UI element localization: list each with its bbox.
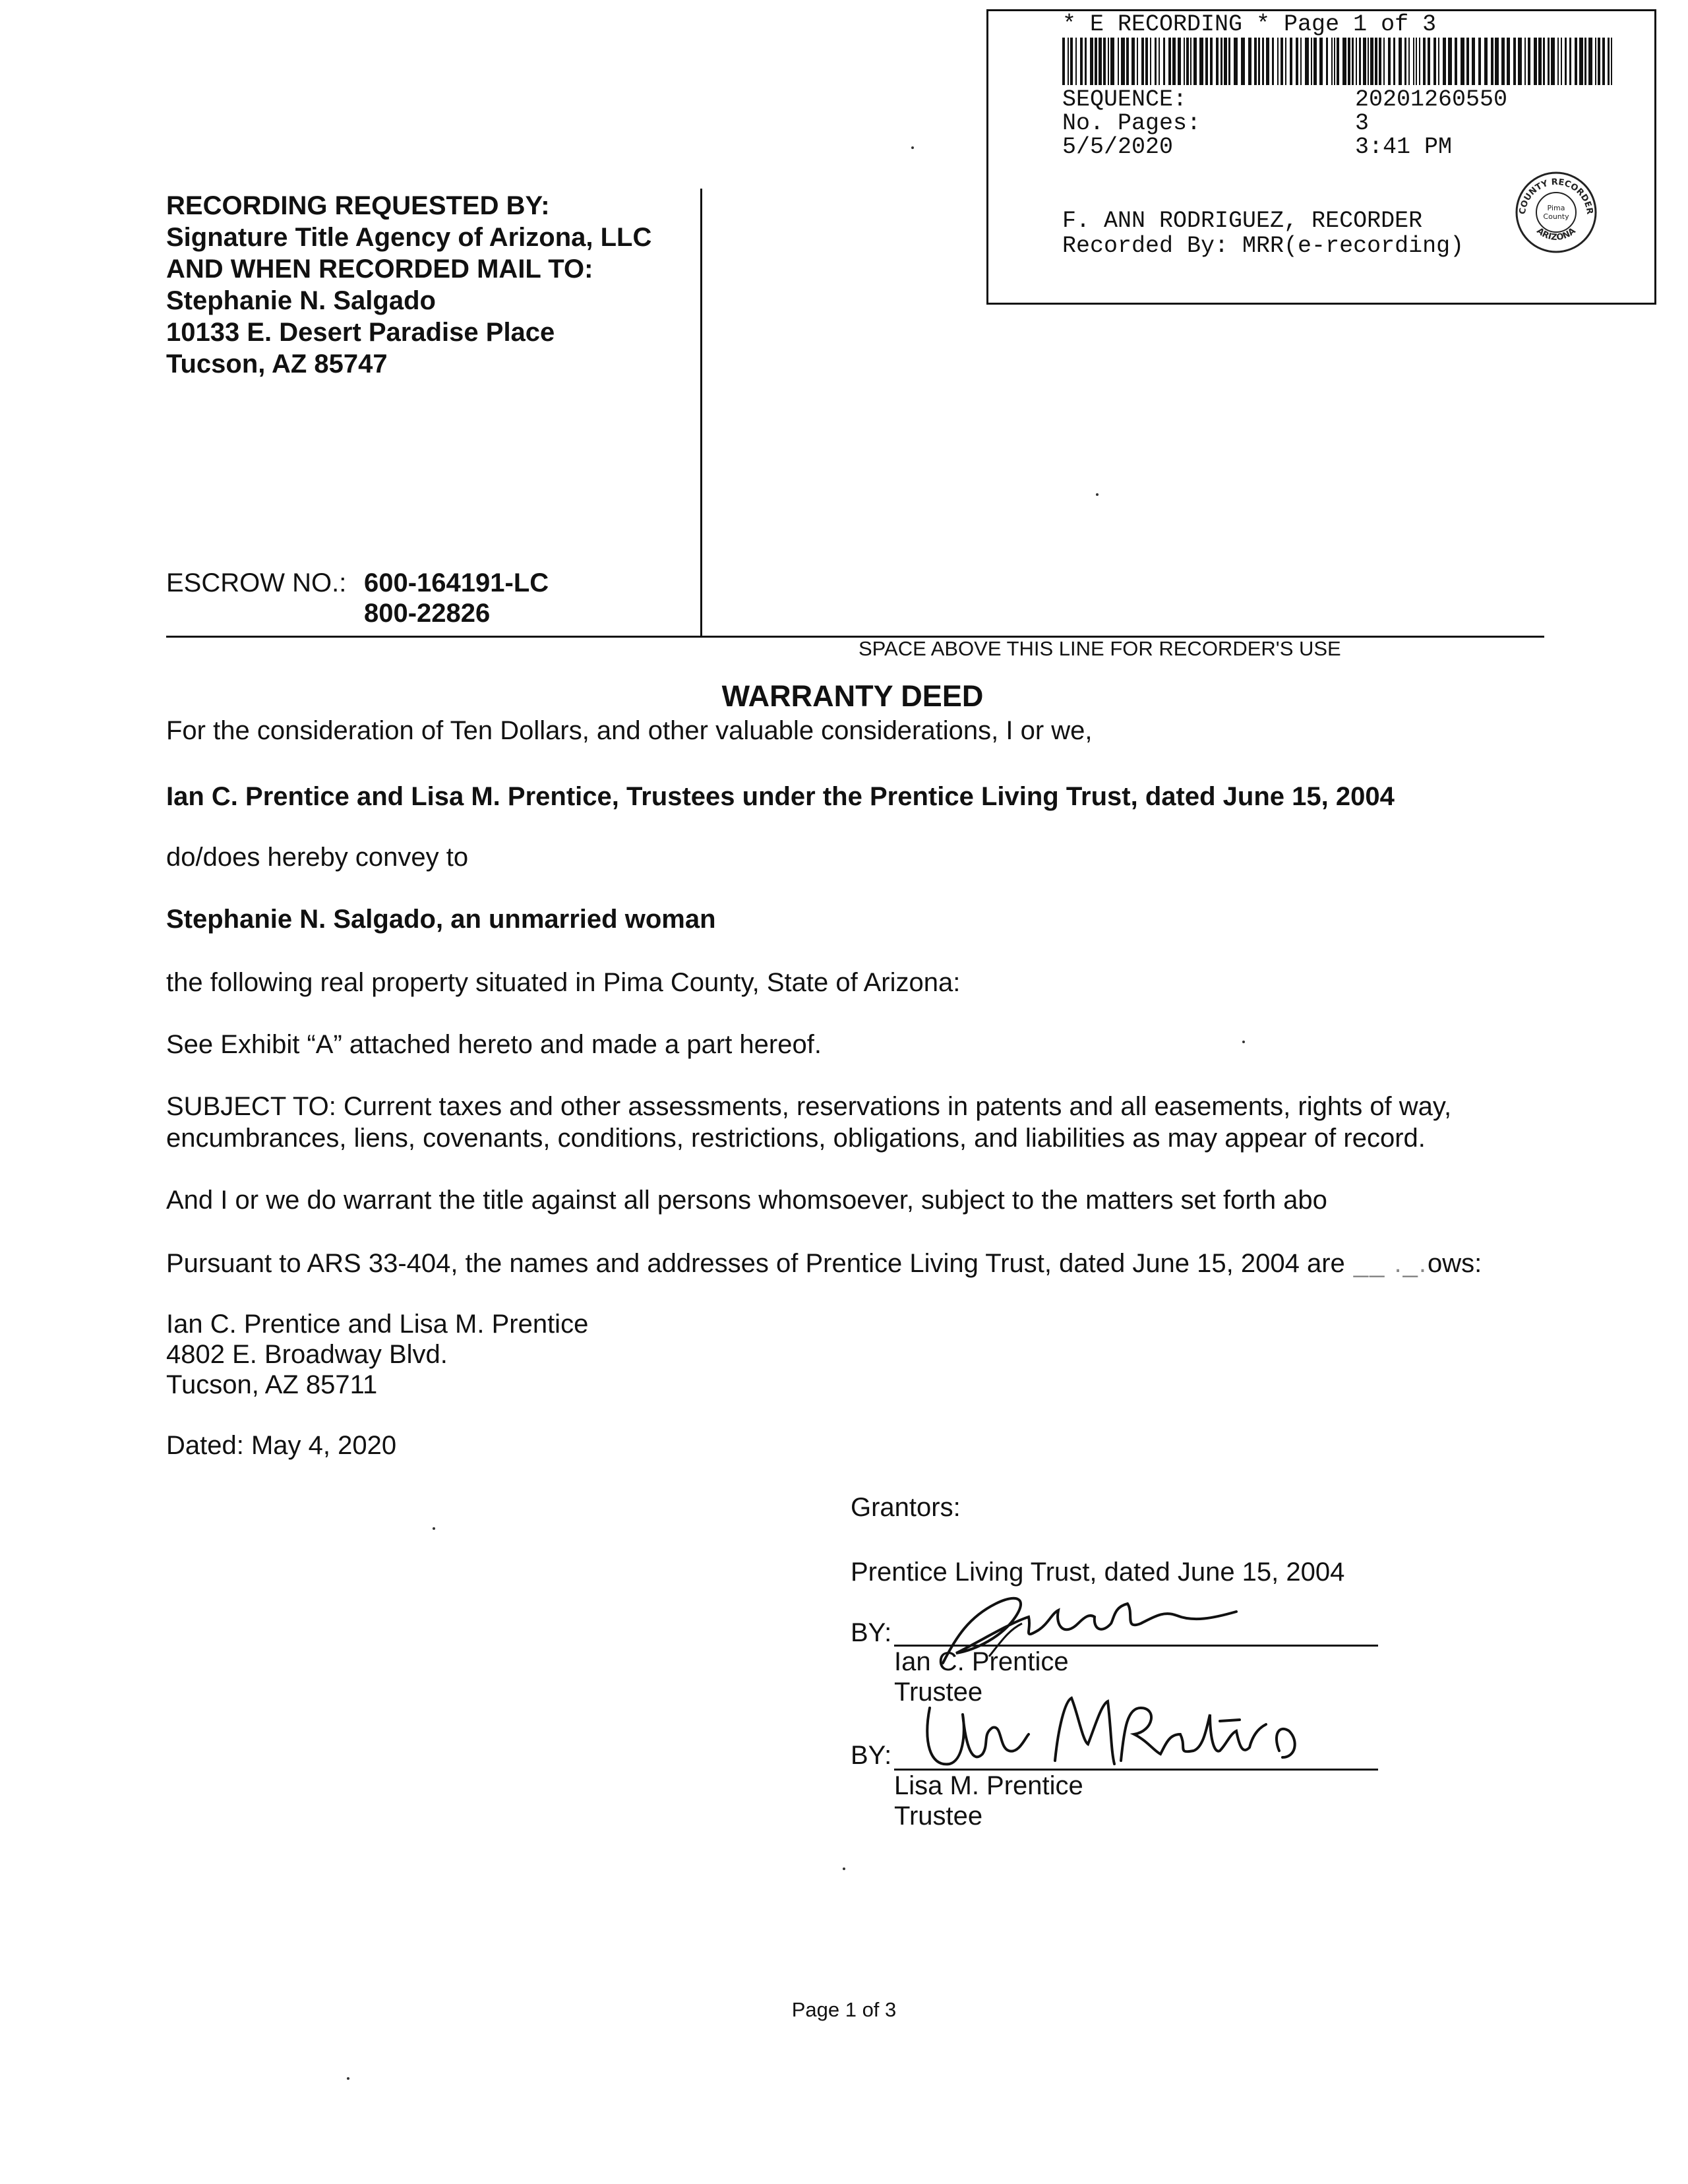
- escrow-number-secondary: 800-22826: [364, 599, 491, 628]
- barcode-bar: [1068, 38, 1069, 85]
- barcode-bar: [1300, 38, 1302, 85]
- scan-speck: [433, 1527, 435, 1530]
- barcode-bar: [1193, 38, 1197, 85]
- barcode-bar: [1121, 38, 1125, 85]
- subject-to-line-2: encumbrances, liens, covenants, conditions, restrictions, obligations, and liabilities as may appear of record.: [166, 1124, 1426, 1153]
- barcode-bar: [1305, 38, 1309, 85]
- barcode-bar: [1184, 38, 1185, 85]
- barcode-bar: [1281, 38, 1283, 85]
- barcode-bar: [1569, 38, 1571, 85]
- barcode-bar: [1428, 38, 1430, 85]
- svg-text:ARIZONA: ARIZONA: [1534, 226, 1578, 243]
- barcode-bar: [1595, 38, 1596, 85]
- barcode-bar: [1548, 38, 1550, 85]
- grantor-address-name: Ian C. Prentice and Lisa M. Prentice: [166, 1310, 589, 1339]
- barcode-bar: [1331, 38, 1333, 85]
- barcode-bar: [1205, 38, 1208, 85]
- barcode-bar: [1557, 38, 1559, 85]
- barcode-bar: [1277, 38, 1279, 85]
- title-agency-name: Signature Title Agency of Arizona, LLC: [166, 223, 652, 252]
- signer-2-title: Trustee: [894, 1802, 983, 1831]
- barcode-bar: [1326, 38, 1328, 85]
- subject-to-line-1: SUBJECT TO: Current taxes and other assessments, reservations in patents and all easements, rights of way,: [166, 1092, 1452, 1121]
- mail-to-street: 10133 E. Desert Paradise Place: [166, 318, 555, 347]
- signer-1-title: Trustee: [894, 1678, 983, 1707]
- barcode-bar: [1561, 38, 1562, 85]
- recorder-stamp: [986, 9, 1656, 305]
- barcode-bar: [1611, 38, 1612, 85]
- barcode-bar: [1285, 38, 1286, 85]
- barcode-bar: [1393, 38, 1395, 85]
- barcode-bar: [1507, 38, 1510, 85]
- barcode-bar: [1118, 38, 1119, 85]
- sequence-label: SEQUENCE:: [1062, 86, 1188, 113]
- record-date: 5/5/2020: [1062, 134, 1174, 160]
- barcode-bar: [1342, 38, 1346, 85]
- barcode-bar: [1258, 38, 1260, 85]
- barcode-image: [1062, 38, 1616, 85]
- barcode-bar: [1126, 38, 1129, 85]
- signer-1-name: Ian C. Prentice: [894, 1647, 1069, 1676]
- barcode-bar: [1150, 38, 1151, 85]
- barcode-bar: [1375, 38, 1377, 85]
- recording-requested-heading: RECORDING REQUESTED BY:: [166, 191, 550, 220]
- barcode-bar: [1224, 38, 1227, 85]
- barcode-bar: [1408, 38, 1410, 85]
- grantor-address-street: 4802 E. Broadway Blvd.: [166, 1340, 448, 1369]
- county-recorder-seal-icon: [1513, 169, 1599, 255]
- barcode-bar: [1538, 38, 1542, 85]
- barcode-bar: [1388, 38, 1391, 85]
- barcode-bar: [1311, 38, 1312, 85]
- barcode-bar: [1348, 38, 1350, 85]
- mail-to-heading: AND WHEN RECORDED MAIL TO:: [166, 255, 593, 284]
- barcode-bar: [1334, 38, 1335, 85]
- barcode-bar: [1543, 38, 1545, 85]
- scan-speck: [1096, 493, 1099, 496]
- barcode-bar: [1404, 38, 1406, 85]
- grantor-names: Ian C. Prentice and Lisa M. Prentice, Trustees under the Prentice Living Trust, dated June 15, 2004: [166, 782, 1395, 811]
- barcode-bar: [1099, 38, 1102, 85]
- barcode-bar: [1491, 38, 1493, 85]
- trust-name: Prentice Living Trust, dated June 15, 2004: [851, 1558, 1345, 1587]
- barcode-bar: [1163, 38, 1165, 85]
- barcode-bar: [1352, 38, 1354, 85]
- barcode-bar: [1095, 38, 1097, 85]
- scan-speck: [1242, 1041, 1245, 1043]
- barcode-bar: [1186, 38, 1189, 85]
- barcode-bar: [1363, 38, 1366, 85]
- record-time: 3:41 PM: [1355, 134, 1453, 160]
- barcode-bar: [1598, 38, 1600, 85]
- barcode-bar: [1413, 38, 1414, 85]
- svg-text:COUNTY RECORDER: COUNTY RECORDER: [1517, 177, 1595, 215]
- barcode-bar: [1172, 38, 1176, 85]
- barcode-bar: [1551, 38, 1555, 85]
- barcode-bar: [1448, 38, 1452, 85]
- barcode-bar: [1370, 38, 1373, 85]
- by-label-1: BY:: [851, 1618, 892, 1647]
- barcode-bar: [1383, 38, 1385, 85]
- barcode-bar: [1579, 38, 1583, 85]
- barcode-bar: [1254, 38, 1257, 85]
- scan-speck: [843, 1867, 845, 1870]
- recorded-by: Recorded By: MRR(e-recording): [1062, 233, 1464, 259]
- barcode-bar: [1423, 38, 1426, 85]
- document-title: WARRANTY DEED: [721, 679, 984, 713]
- barcode-bar: [1419, 38, 1420, 85]
- barcode-bar: [1145, 38, 1148, 85]
- barcode-bar: [1262, 38, 1264, 85]
- barcode-bar: [1472, 38, 1475, 85]
- barcode-bar: [1110, 38, 1114, 85]
- barcode-bar: [1356, 38, 1357, 85]
- barcode-bar: [1080, 38, 1083, 85]
- vertical-divider: [700, 189, 702, 637]
- barcode-bar: [1379, 38, 1381, 85]
- barcode-bar: [1216, 38, 1219, 85]
- barcode-bar: [1085, 38, 1087, 85]
- barcode-bar: [1478, 38, 1481, 85]
- grantor-address-city: Tucson, AZ 85711: [166, 1370, 378, 1399]
- barcode-bar: [1608, 38, 1610, 85]
- warrant-paragraph: And I or we do warrant the title against all persons whomsoever, subject to the matters set forth abo: [166, 1186, 1327, 1215]
- barcode-bar: [1416, 38, 1417, 85]
- barcode-bar: [1248, 38, 1251, 85]
- barcode-bar: [1484, 38, 1488, 85]
- barcode-bar: [1103, 38, 1106, 85]
- recording-requested-block: [166, 190, 651, 380]
- scan-speck: [911, 146, 914, 149]
- barcode-bar: [1221, 38, 1222, 85]
- mail-to-name: Stephanie N. Salgado: [166, 286, 436, 315]
- barcode-bar: [1399, 38, 1402, 85]
- barcode-bar: [1199, 38, 1203, 85]
- barcode-bar: [1296, 38, 1298, 85]
- recorder-name: F. ANN RODRIGUEZ, RECORDER: [1062, 208, 1423, 234]
- barcode-bar: [1210, 38, 1213, 85]
- barcode-bar: [1272, 38, 1274, 85]
- barcode-bar: [1319, 38, 1323, 85]
- barcode-bar: [1524, 38, 1526, 85]
- scan-speck: [347, 2077, 349, 2080]
- dated-line: Dated: May 4, 2020: [166, 1431, 397, 1460]
- barcode-bar: [1141, 38, 1144, 85]
- property-paragraph: the following real property situated in Pima County, State of Arizona:: [166, 968, 961, 997]
- barcode-bar: [1234, 38, 1238, 85]
- exhibit-paragraph: See Exhibit “A” attached hereto and made a part hereof.: [166, 1030, 822, 1059]
- barcode-bar: [1178, 38, 1181, 85]
- barcode-bar: [1241, 38, 1245, 85]
- barcode-bar: [1466, 38, 1469, 85]
- pursuant-tail: ows:: [1428, 1249, 1482, 1278]
- pages-label: No. Pages:: [1062, 110, 1201, 136]
- escrow-number: 600-164191-LC: [364, 568, 549, 597]
- barcode-bar: [1368, 38, 1369, 85]
- barcode-bar: [1455, 38, 1457, 85]
- barcode-bar: [1075, 38, 1077, 85]
- barcode-bar: [1461, 38, 1464, 85]
- stamp-header: * E RECORDING * Page 1 of 3: [1062, 11, 1437, 38]
- svg-text:Pima: Pima: [1547, 204, 1565, 212]
- mail-to-city: Tucson, AZ 85747: [166, 349, 388, 379]
- barcode-bar: [1313, 38, 1317, 85]
- barcode-bar: [1501, 38, 1505, 85]
- signer-2-name: Lisa M. Prentice: [894, 1771, 1083, 1800]
- barcode-bar: [1513, 38, 1516, 85]
- barcode-bar: [1575, 38, 1577, 85]
- pages-value: 3: [1355, 110, 1370, 136]
- barcode-bar: [1108, 38, 1109, 85]
- barcode-bar: [1228, 38, 1230, 85]
- barcode-bar: [1602, 38, 1605, 85]
- barcode-bar: [1584, 38, 1586, 85]
- barcode-bar: [1155, 38, 1157, 85]
- barcode-bar: [1090, 38, 1093, 85]
- barcode-bar: [1438, 38, 1439, 85]
- barcode-bar: [1159, 38, 1160, 85]
- barcode-bar: [1528, 38, 1530, 85]
- barcode-bar: [1137, 38, 1138, 85]
- convey-paragraph: do/does hereby convey to: [166, 843, 469, 872]
- pursuant-paragraph: Pursuant to ARS 33-404, the names and addresses of Prentice Living Trust, dated June 15, 2004 are __ ._.ows:: [166, 1249, 1482, 1278]
- svg-text:County: County: [1543, 212, 1569, 221]
- barcode-bar: [1062, 38, 1065, 85]
- barcode-bar: [1168, 38, 1171, 85]
- barcode-bar: [1433, 38, 1436, 85]
- consideration-paragraph: For the consideration of Ten Dollars, and other valuable considerations, I or we,: [166, 716, 1093, 745]
- barcode-bar: [1565, 38, 1567, 85]
- pursuant-text: Pursuant to ARS 33-404, the names and addresses of Prentice Living Trust, dated June 15, 2004 are: [166, 1249, 1345, 1278]
- sequence-value: 20201260550: [1355, 86, 1508, 113]
- by-label-2: BY:: [851, 1741, 892, 1770]
- barcode-bar: [1443, 38, 1446, 85]
- barcode-bar: [1337, 38, 1339, 85]
- barcode-bar: [1518, 38, 1522, 85]
- barcode-bar: [1588, 38, 1592, 85]
- barcode-bar: [1290, 38, 1292, 85]
- signature-lisa-prentice: [910, 1688, 1319, 1780]
- barcode-bar: [1495, 38, 1499, 85]
- grantors-label: Grantors:: [851, 1493, 961, 1522]
- barcode-bar: [1534, 38, 1537, 85]
- barcode-bar: [1190, 38, 1191, 85]
- escrow-label: ESCROW NO.:: [166, 568, 347, 597]
- barcode-bar: [1131, 38, 1135, 85]
- recorder-use-caption: SPACE ABOVE THIS LINE FOR RECORDER'S USE: [859, 637, 1341, 660]
- barcode-bar: [1070, 38, 1073, 85]
- barcode-bar: [1266, 38, 1269, 85]
- barcode-bar: [1359, 38, 1361, 85]
- page-number: Page 1 of 3: [791, 1998, 897, 2021]
- grantee-name: Stephanie N. Salgado, an unmarried woman: [166, 905, 716, 934]
